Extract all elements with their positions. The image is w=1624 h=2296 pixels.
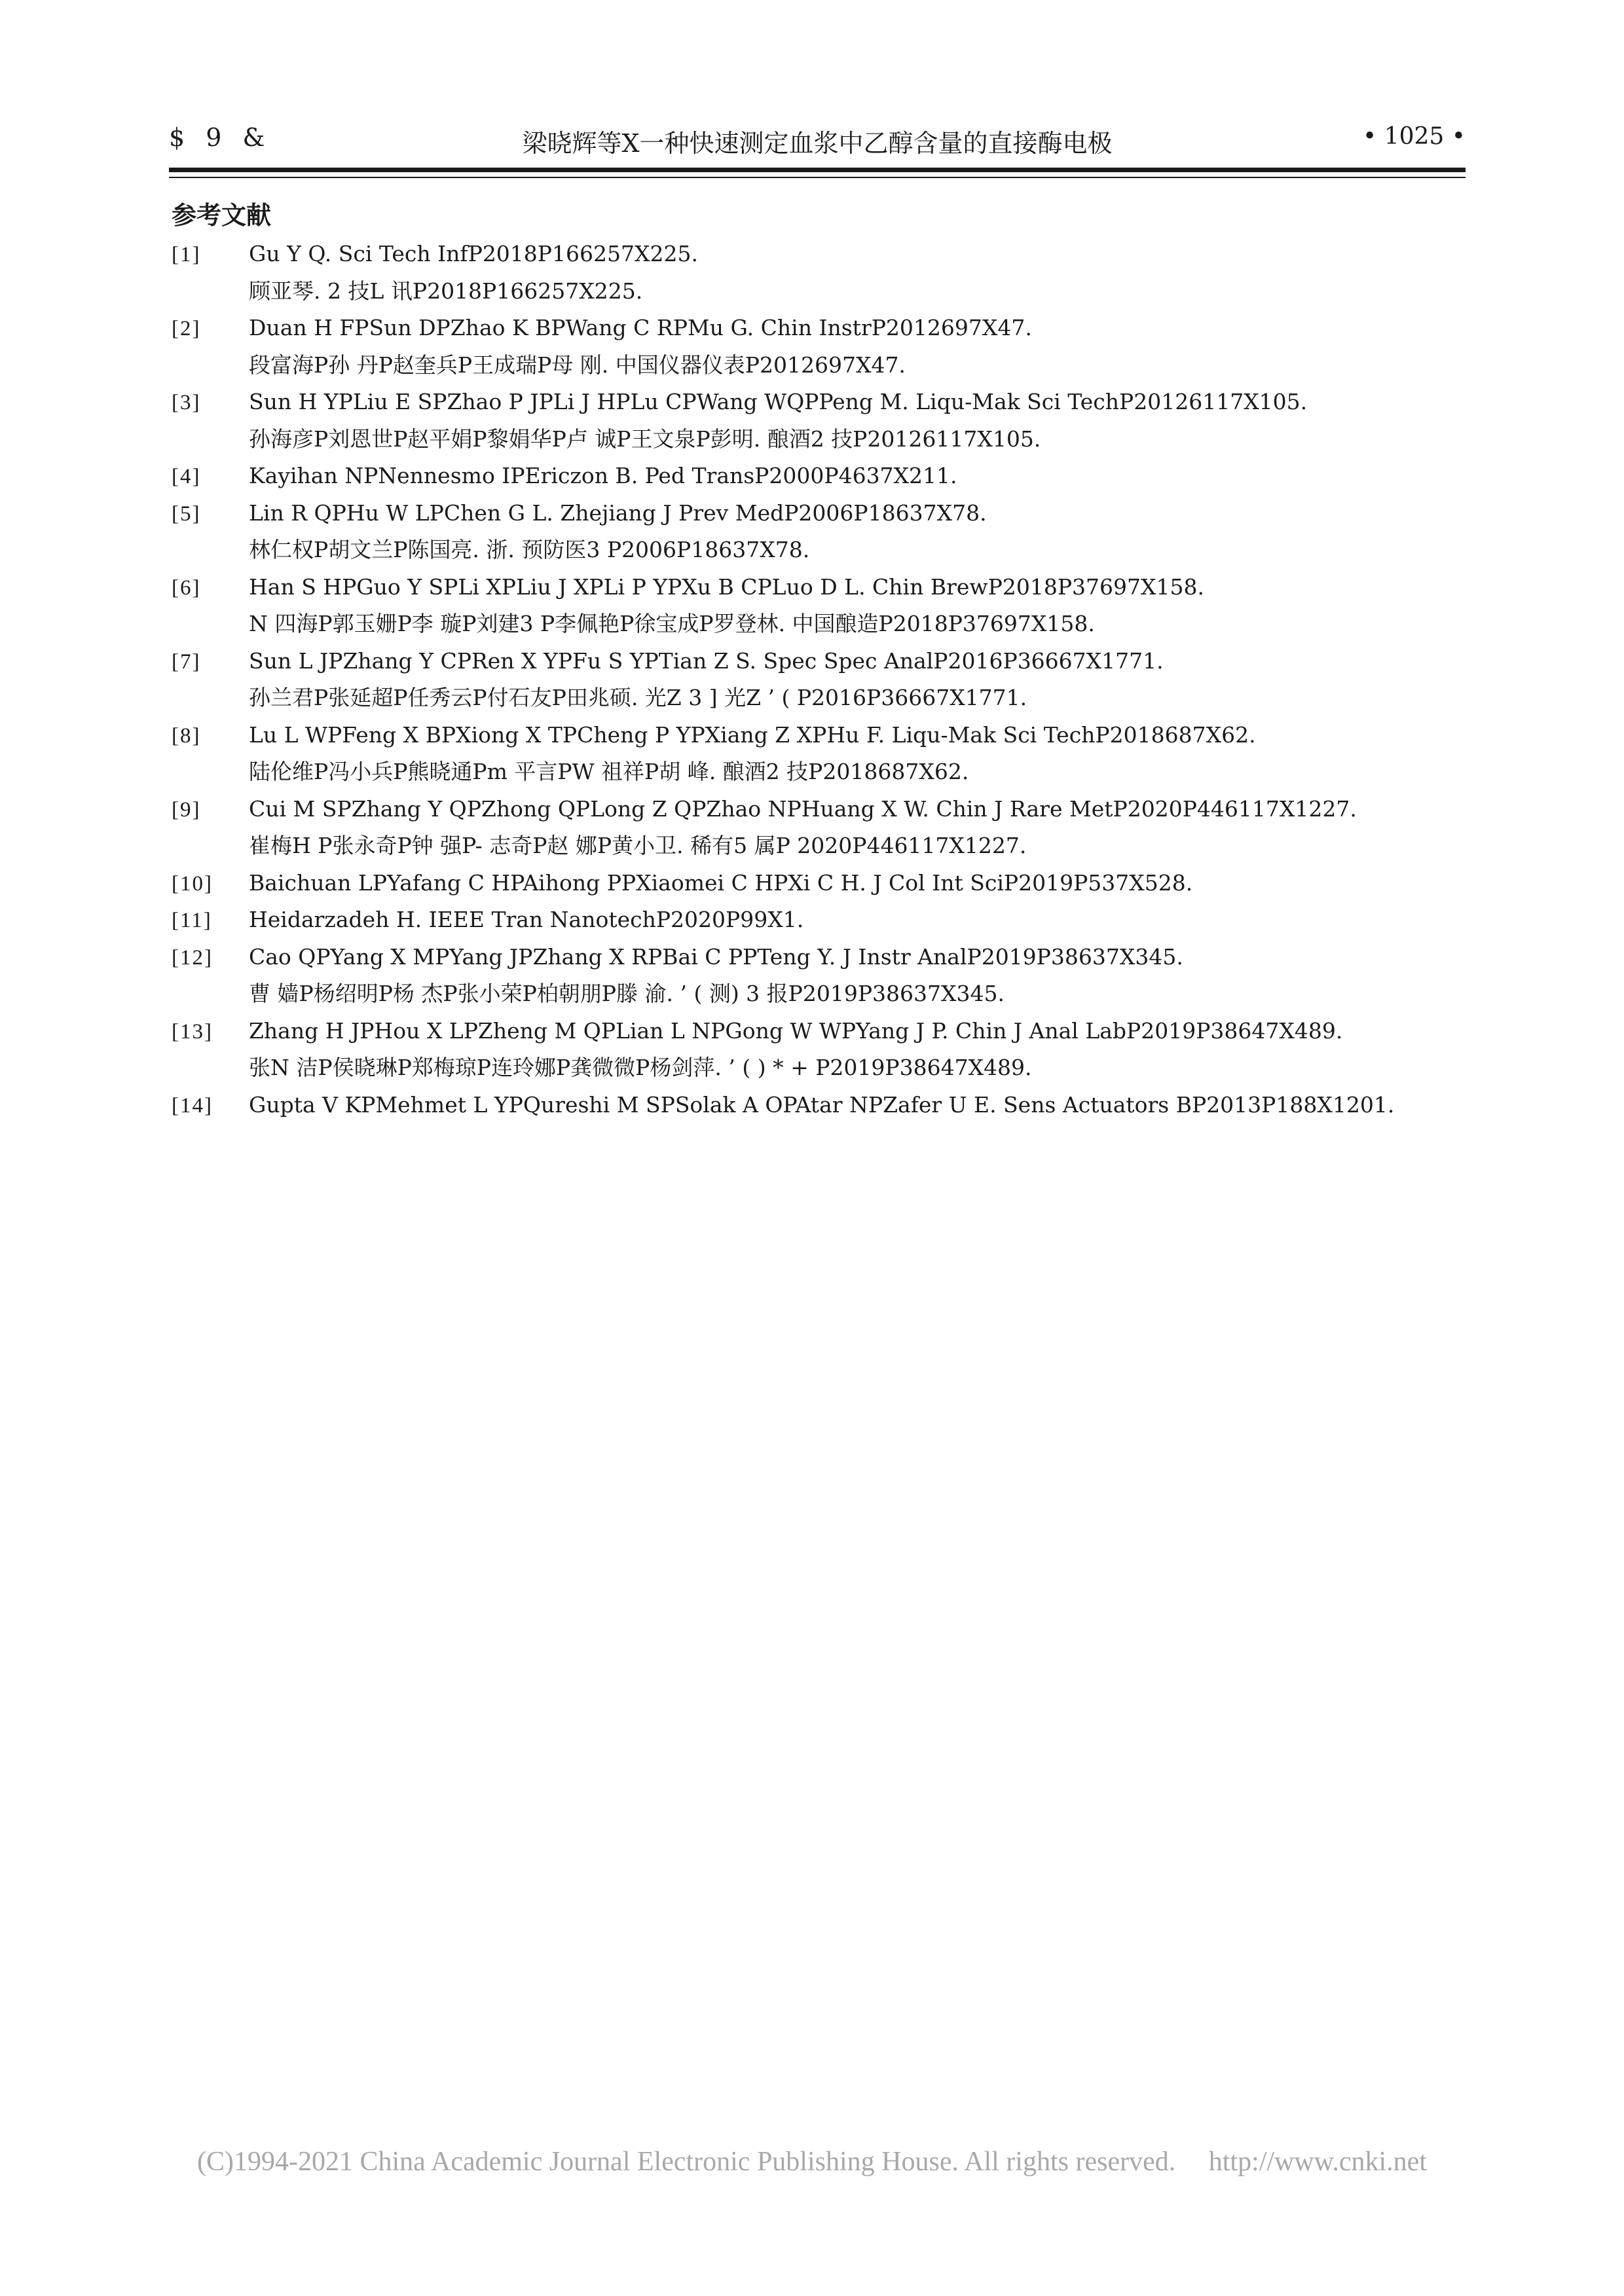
reference-list — [172, 236, 1455, 1123]
reference-entry — [172, 1013, 1455, 1087]
reference-text: Han S HPGuo Y SPLi XPLiu J XPLi P YPXu B CPLuo D L. Chin BrewP2018P37697X158. — [249, 574, 1204, 600]
reference-entry — [172, 791, 1455, 865]
reference-entry — [172, 569, 1455, 643]
running-header — [169, 123, 1466, 162]
reference-entry — [172, 236, 1455, 310]
reference-text: Heidarzadeh H. IEEE Tran NanotechP2020P99X1. — [249, 907, 804, 932]
reference-text: 孙海彦P刘恩世P赵平娟P黎娟华P卢 诚P王文泉P彭明. 酿酒2 技P20126117X105. — [249, 426, 1041, 452]
reference-entry — [172, 865, 1455, 902]
reference-translation-line — [172, 532, 1455, 569]
reference-number: [12] — [172, 945, 213, 970]
reference-text: 顾亚琴. 2 技L 讯P2018P166257X225. — [249, 278, 643, 304]
reference-entry — [172, 1087, 1455, 1124]
reference-text: Sun H YPLiu E SPZhao P JPLi J HPLu CPWang WQPPeng M. Liqu-Mak Sci TechP20126117X105. — [249, 389, 1308, 414]
header-article-title: 梁晓辉等X一种快速测定血浆中乙醇含量的直接酶电极 — [522, 129, 1113, 158]
reference-text: 陆伦维P冯小兵P熊晓通Pm 平言PW 祖祥P胡 峰. 酿酒2 技P2018687X62. — [249, 759, 969, 784]
reference-translation-line — [172, 273, 1455, 310]
reference-text: 张N 洁P侯晓琳P郑梅琼P连玲娜P龚微微P杨剑萍. ’ ( ) * + P2019P38647X489. — [249, 1055, 1032, 1080]
reference-line — [172, 902, 1455, 939]
reference-text: Lin R QPHu W LPChen G L. Zhejiang J Prev MedP2006P18637X78. — [249, 500, 987, 526]
reference-line — [172, 569, 1455, 606]
reference-number: [10] — [172, 871, 213, 896]
reference-number: [1] — [172, 243, 201, 266]
reference-number: [5] — [172, 501, 201, 526]
reference-line — [172, 310, 1455, 347]
reference-line — [172, 1087, 1455, 1124]
footer-url-link[interactable]: http://www.cnki.net — [1208, 2147, 1427, 2177]
reference-number: [4] — [172, 465, 201, 488]
reference-entry — [172, 310, 1455, 384]
reference-text: N 四海P郭玉姗P李 璇P刘建3 P李佩艳P徐宝成P罗登林. 中国酿造P2018P37697X158. — [249, 611, 1095, 636]
reference-text: 孙兰君P张延超P任秀云P付石友P田兆硕. 光Z 3 ] 光Z ’ ( P2016P36667X1771. — [249, 685, 1027, 710]
reference-translation-line — [172, 421, 1455, 458]
reference-line — [172, 791, 1455, 828]
reference-line — [172, 236, 1455, 273]
copyright-text: (C)1994-2021 China Academic Journal Electronic Publishing House. All rights reserved. — [197, 2147, 1176, 2177]
reference-entry — [172, 939, 1455, 1013]
reference-text: Baichuan LPYafang C HPAihong PPXiaomei C HPXi C H. J Col Int SciP2019P537X528. — [249, 869, 1193, 896]
reference-line — [172, 495, 1455, 532]
reference-line — [172, 458, 1455, 495]
reference-entry — [172, 717, 1455, 791]
reference-text: Gu Y Q. Sci Tech InfP2018P166257X225. — [249, 241, 698, 266]
reference-text: Zhang H JPHou X LPZheng M QPLian L NPGong W WPYang J P. Chin J Anal LabP2019P38647X489. — [249, 1017, 1343, 1044]
reference-text: Duan H FPSun DPZhao K BPWang C RPMu G. Chin InstrP2012697X47. — [249, 315, 1032, 340]
reference-text: 崔梅H P张永奇P钟 强P- 志奇P赵 娜P黄小卫. 稀有5 属P 2020P446117X1227. — [249, 833, 1027, 858]
reference-number: [14] — [172, 1093, 213, 1118]
reference-number: [13] — [172, 1019, 213, 1044]
reference-text: Sun L JPZhang Y CPRen X YPFu S YPTian Z S. Spec Spec AnalP2016P36667X1771. — [249, 647, 1164, 674]
reference-number: [7] — [172, 649, 201, 674]
reference-text: 曹 嫱P杨绍明P杨 杰P张小荣P柏朝朋P滕 渝. ’ ( 测) 3 报P2019P38637X345. — [249, 981, 1005, 1006]
reference-entry — [172, 458, 1455, 495]
reference-text: 林仁权P胡文兰P陈国亮. 浙. 预防医3 P2006P18637X78. — [249, 537, 810, 562]
reference-number: [3] — [172, 391, 201, 414]
reference-translation-line — [172, 680, 1455, 717]
copyright-footer — [0, 2146, 1624, 2178]
reference-number: [6] — [172, 575, 201, 600]
reference-entry — [172, 902, 1455, 939]
header-journal-mark: $ 9 & — [169, 123, 272, 152]
reference-line — [172, 939, 1455, 976]
reference-text: Cao QPYang X MPYang JPZhang X RPBai C PPTeng Y. J Instr AnalP2019P38637X345. — [249, 943, 1183, 970]
reference-number: [8] — [172, 723, 201, 748]
header-rule-thin — [169, 177, 1466, 178]
references-heading: 参考文献 — [172, 201, 272, 230]
reference-text: Kayihan NPNennesmo IPEriczon B. Ped TransP2000P4637X211. — [249, 463, 957, 488]
reference-number: [11] — [172, 909, 212, 932]
header-page-number: • 1025 • — [1363, 123, 1466, 150]
reference-translation-line — [172, 347, 1455, 384]
reference-translation-line — [172, 828, 1455, 865]
reference-text: 段富海P孙 丹P赵奎兵P王成瑞P母 刚. 中国仪器仪表P2012697X47. — [249, 352, 906, 378]
reference-translation-line — [172, 754, 1455, 791]
reference-entry — [172, 495, 1455, 569]
reference-entry — [172, 643, 1455, 717]
reference-translation-line — [172, 1049, 1455, 1087]
reference-line — [172, 1013, 1455, 1050]
reference-text: Cui M SPZhang Y QPZhong QPLong Z QPZhao NPHuang X W. Chin J Rare MetP2020P446117X1227. — [249, 795, 1357, 822]
reference-line — [172, 717, 1455, 754]
reference-number: [9] — [172, 797, 201, 822]
reference-line — [172, 643, 1455, 680]
header-rule-thick — [169, 168, 1466, 172]
reference-number: [2] — [172, 317, 201, 340]
reference-translation-line — [172, 975, 1455, 1013]
reference-translation-line — [172, 606, 1455, 643]
reference-text: Lu L WPFeng X BPXiong X TPCheng P YPXiang Z XPHu F. Liqu-Mak Sci TechP2018687X62. — [249, 721, 1256, 748]
reference-text: Gupta V KPMehmet L YPQureshi M SPSolak A OPAtar NPZafer U E. Sens Actuators BP2013P188X1201. — [249, 1091, 1395, 1118]
reference-entry — [172, 384, 1455, 458]
reference-line — [172, 865, 1455, 902]
reference-line — [172, 384, 1455, 421]
